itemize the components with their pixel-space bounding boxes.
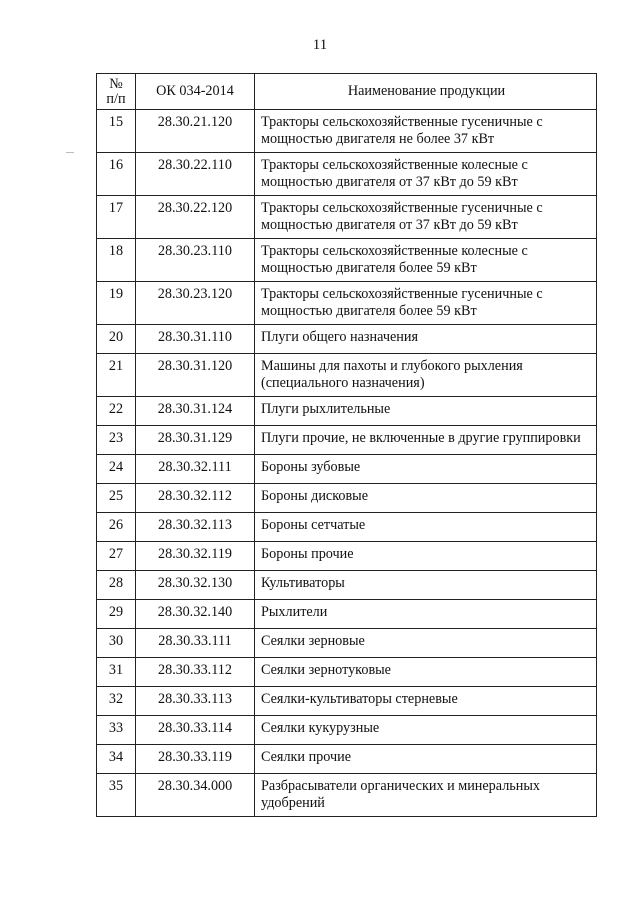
row-code: 28.30.32.112 bbox=[136, 484, 255, 513]
row-product-name: Бороны прочие bbox=[255, 542, 597, 571]
table-row bbox=[97, 196, 597, 239]
table-row bbox=[97, 484, 597, 513]
row-product-name: Плуги прочие, не включенные в другие группировки bbox=[255, 426, 597, 455]
row-product-name: Тракторы сельскохозяйственные гусеничные с мощностью двигателя от 37 кВт до 59 кВт bbox=[255, 196, 597, 239]
row-code: 28.30.32.140 bbox=[136, 600, 255, 629]
row-product-name: Тракторы сельскохозяйственные колесные с мощностью двигателя от 37 кВт до 59 кВт bbox=[255, 153, 597, 196]
header-name: Наименование продукции bbox=[255, 74, 597, 110]
row-number: 29 bbox=[97, 600, 136, 629]
table-row bbox=[97, 542, 597, 571]
table-body bbox=[97, 110, 597, 817]
row-product-name: Культиваторы bbox=[255, 571, 597, 600]
table-row bbox=[97, 282, 597, 325]
table-row bbox=[97, 397, 597, 426]
table-row bbox=[97, 716, 597, 745]
row-code: 28.30.32.111 bbox=[136, 455, 255, 484]
table-row bbox=[97, 600, 597, 629]
row-product-name: Бороны сетчатые bbox=[255, 513, 597, 542]
row-number: 24 bbox=[97, 455, 136, 484]
row-number: 30 bbox=[97, 629, 136, 658]
row-number: 33 bbox=[97, 716, 136, 745]
row-number: 15 bbox=[97, 110, 136, 153]
table-row bbox=[97, 239, 597, 282]
row-product-name: Тракторы сельскохозяйственные гусеничные с мощностью двигателя более 59 кВт bbox=[255, 282, 597, 325]
row-product-name: Сеялки зерновые bbox=[255, 629, 597, 658]
row-code: 28.30.33.113 bbox=[136, 687, 255, 716]
margin-mark bbox=[66, 152, 74, 153]
table-row bbox=[97, 325, 597, 354]
table-row bbox=[97, 354, 597, 397]
row-product-name: Сеялки кукурузные bbox=[255, 716, 597, 745]
row-code: 28.30.32.113 bbox=[136, 513, 255, 542]
row-number: 16 bbox=[97, 153, 136, 196]
row-number: 23 bbox=[97, 426, 136, 455]
row-code: 28.30.31.110 bbox=[136, 325, 255, 354]
row-number: 25 bbox=[97, 484, 136, 513]
row-code: 28.30.32.119 bbox=[136, 542, 255, 571]
row-code: 28.30.33.111 bbox=[136, 629, 255, 658]
page-number: 11 bbox=[312, 37, 328, 53]
row-number: 35 bbox=[97, 774, 136, 817]
row-number: 27 bbox=[97, 542, 136, 571]
row-product-name: Сеялки-культиваторы стерневые bbox=[255, 687, 597, 716]
row-number: 26 bbox=[97, 513, 136, 542]
table-row bbox=[97, 455, 597, 484]
header-number-abbr: п/п bbox=[106, 90, 126, 107]
row-number: 20 bbox=[97, 325, 136, 354]
row-product-name: Бороны зубовые bbox=[255, 455, 597, 484]
row-code: 28.30.23.120 bbox=[136, 282, 255, 325]
row-product-name: Плуги рыхлительные bbox=[255, 397, 597, 426]
row-product-name: Рыхлители bbox=[255, 600, 597, 629]
table-row bbox=[97, 774, 597, 817]
row-product-name: Сеялки зернотуковые bbox=[255, 658, 597, 687]
row-product-name: Бороны дисковые bbox=[255, 484, 597, 513]
row-product-name: Тракторы сельскохозяйственные гусеничные с мощностью двигателя не более 37 кВт bbox=[255, 110, 597, 153]
row-code: 28.30.21.120 bbox=[136, 110, 255, 153]
row-code: 28.30.33.112 bbox=[136, 658, 255, 687]
row-number: 31 bbox=[97, 658, 136, 687]
row-number: 18 bbox=[97, 239, 136, 282]
row-code: 28.30.32.130 bbox=[136, 571, 255, 600]
row-number: 28 bbox=[97, 571, 136, 600]
row-code: 28.30.22.110 bbox=[136, 153, 255, 196]
row-code: 28.30.33.119 bbox=[136, 745, 255, 774]
table-row bbox=[97, 513, 597, 542]
products-table bbox=[96, 73, 597, 817]
table-row bbox=[97, 629, 597, 658]
table-row bbox=[97, 687, 597, 716]
table-row bbox=[97, 110, 597, 153]
row-product-name: Разбрасыватели органических и минеральных удобрений bbox=[255, 774, 597, 817]
row-code: 28.30.31.129 bbox=[136, 426, 255, 455]
row-number: 19 bbox=[97, 282, 136, 325]
row-number: 22 bbox=[97, 397, 136, 426]
row-number: 34 bbox=[97, 745, 136, 774]
table-row bbox=[97, 153, 597, 196]
table-header bbox=[97, 74, 597, 110]
row-code: 28.30.33.114 bbox=[136, 716, 255, 745]
header-row bbox=[97, 74, 597, 110]
header-code: ОК 034-2014 bbox=[136, 74, 255, 110]
row-code: 28.30.31.120 bbox=[136, 354, 255, 397]
row-number: 17 bbox=[97, 196, 136, 239]
row-number: 21 bbox=[97, 354, 136, 397]
table-row bbox=[97, 571, 597, 600]
row-code: 28.30.22.120 bbox=[136, 196, 255, 239]
header-number bbox=[97, 74, 136, 110]
table-row bbox=[97, 745, 597, 774]
row-code: 28.30.23.110 bbox=[136, 239, 255, 282]
table-row bbox=[97, 658, 597, 687]
row-number: 32 bbox=[97, 687, 136, 716]
row-code: 28.30.34.000 bbox=[136, 774, 255, 817]
table-row bbox=[97, 426, 597, 455]
row-product-name: Тракторы сельскохозяйственные колесные с мощностью двигателя более 59 кВт bbox=[255, 239, 597, 282]
row-product-name: Машины для пахоты и глубокого рыхления (специального назначения) bbox=[255, 354, 597, 397]
row-product-name: Плуги общего назначения bbox=[255, 325, 597, 354]
header-number-sign: № bbox=[109, 75, 123, 92]
row-product-name: Сеялки прочие bbox=[255, 745, 597, 774]
row-code: 28.30.31.124 bbox=[136, 397, 255, 426]
